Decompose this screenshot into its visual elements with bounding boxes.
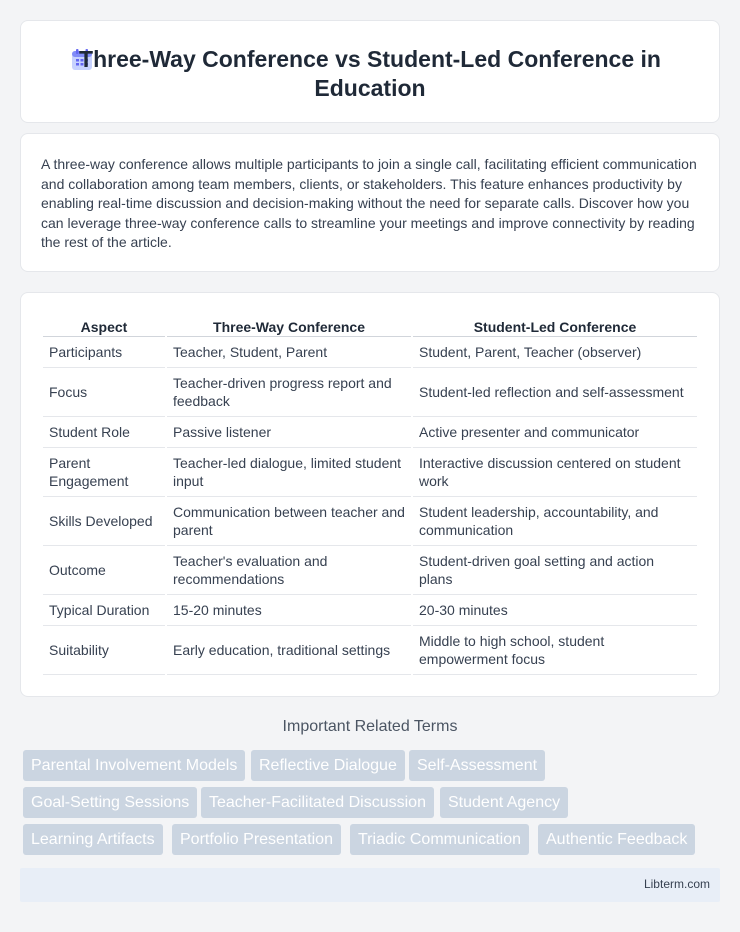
table-row (43, 448, 697, 497)
table-cell: Teacher, Student, Parent (167, 337, 411, 368)
table-row (43, 497, 697, 546)
table-cell: 20-30 minutes (413, 595, 697, 626)
title-card (20, 20, 720, 123)
table-cell: 15-20 minutes (167, 595, 411, 626)
table-row (43, 368, 697, 417)
table-row (43, 417, 697, 448)
table-cell: Outcome (43, 546, 165, 595)
table-cell: Student, Parent, Teacher (observer) (413, 337, 697, 368)
table-row (43, 546, 697, 595)
table-cell: Teacher's evaluation and recommendations (167, 546, 411, 595)
comparison-card (20, 292, 720, 697)
table-cell: Parent Engagement (43, 448, 165, 497)
tag-self-assessment[interactable]: Self-Assessment (409, 750, 545, 781)
footer (20, 868, 720, 902)
table-cell: Middle to high school, student empowerment focus (413, 626, 697, 675)
column-header-aspect: Aspect (43, 317, 165, 337)
table-cell: Interactive discussion centered on student work (413, 448, 697, 497)
table-cell: Student Role (43, 417, 165, 448)
footer-site-link[interactable]: Libterm.com (643, 877, 710, 891)
table-cell: Teacher-driven progress report and feedback (167, 368, 411, 417)
intro-paragraph: A three-way conference allows multiple participants to join a single call, facilitating efficient communication and collaboration among team members, clients, or stakeholders. This feature enhances productivity by enabling real-time discussion and decision-making without the need for separate calls. Discover how you can leverage three-way conference calls to streamline your meetings and improve connectivity by reading the rest of the article. (41, 156, 697, 251)
table-cell: Communication between teacher and parent (167, 497, 411, 546)
related-terms-heading: Important Related Terms (282, 718, 458, 735)
tag-reflective-dialogue[interactable]: Reflective Dialogue (251, 750, 405, 781)
tag-teacher-facilitated-discussion[interactable]: Teacher-Facilitated Discussion (201, 787, 434, 818)
table-cell: Focus (43, 368, 165, 417)
tag-goal-setting-sessions[interactable]: Goal-Setting Sessions (23, 787, 197, 818)
table-cell: Early education, traditional settings (167, 626, 411, 675)
tag-portfolio-presentation[interactable]: Portfolio Presentation (172, 824, 341, 855)
table-cell: Passive listener (167, 417, 411, 448)
page-title: Three-Way Conference vs Student-Led Conference in Education (79, 46, 661, 101)
table-cell: Student leadership, accountability, and communication (413, 497, 697, 546)
tag-student-agency[interactable]: Student Agency (440, 787, 568, 818)
tag-triadic-communication[interactable]: Triadic Communication (350, 824, 529, 855)
tag-parental-involvement-models[interactable]: Parental Involvement Models (23, 750, 245, 781)
table-cell: Active presenter and communicator (413, 417, 697, 448)
column-header-three-way: Three-Way Conference (167, 317, 411, 337)
table-cell: Student-led reflection and self-assessment (413, 368, 697, 417)
tag-learning-artifacts[interactable]: Learning Artifacts (23, 824, 163, 855)
table-cell: Participants (43, 337, 165, 368)
tag-authentic-feedback[interactable]: Authentic Feedback (538, 824, 695, 855)
intro-card (20, 133, 720, 272)
table-row (43, 595, 697, 626)
table-cell: Typical Duration (43, 595, 165, 626)
comparison-table (41, 317, 699, 675)
table-row (43, 337, 697, 368)
table-cell: Skills Developed (43, 497, 165, 546)
table-cell: Teacher-led dialogue, limited student input (167, 448, 411, 497)
column-header-student-led: Student-Led Conference (413, 317, 697, 337)
table-cell: Student-driven goal setting and action plans (413, 546, 697, 595)
table-row (43, 626, 697, 675)
table-cell: Suitability (43, 626, 165, 675)
